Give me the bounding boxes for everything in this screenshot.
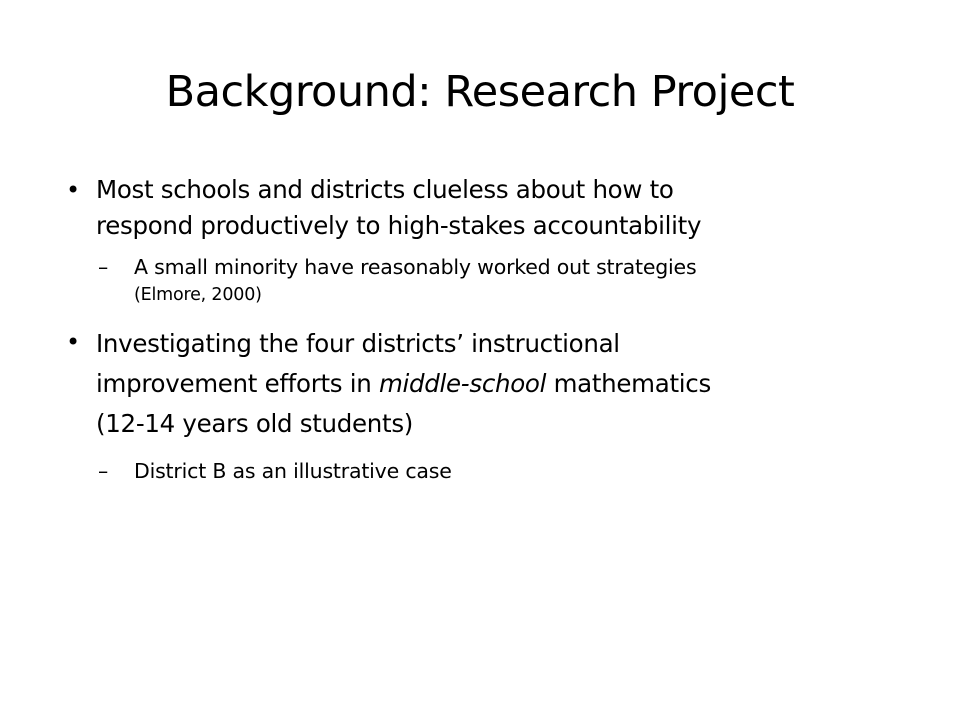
bullet-icon: • xyxy=(66,328,80,356)
bullet-item-1 xyxy=(66,172,894,244)
bullet-2-line-3: (12-14 years old students) xyxy=(96,409,414,438)
bullet-1-line-2: respond productively to high-stakes accountability xyxy=(96,211,702,240)
bullet-2-line-1: Investigating the four districts’ instructional xyxy=(96,329,620,358)
sub-bullet-item-1 xyxy=(66,252,894,308)
bullet-item-2 xyxy=(66,324,894,444)
bullet-2-line-2-post: mathematics xyxy=(546,369,711,398)
sub-bullet-item-2 xyxy=(66,456,894,486)
emphasis-middle-school: middle-school xyxy=(378,369,547,398)
sub-bullet-1-line-1: A small minority have reasonably worked out strategies xyxy=(134,255,697,279)
bullet-icon: • xyxy=(66,176,80,204)
bullet-2-line-2 xyxy=(96,364,894,404)
citation: (Elmore, 2000) xyxy=(134,285,262,305)
slide-body xyxy=(66,172,894,498)
bullet-2-line-2-pre: improvement efforts in xyxy=(96,369,379,398)
dash-icon: – xyxy=(98,255,109,279)
sub-bullet-2-line-1: District B as an illustrative case xyxy=(134,459,452,483)
slide-title: Background: Research Project xyxy=(165,67,795,117)
dash-icon: – xyxy=(98,459,109,483)
bullet-1-line-1: Most schools and districts clueless about how to xyxy=(96,175,674,204)
